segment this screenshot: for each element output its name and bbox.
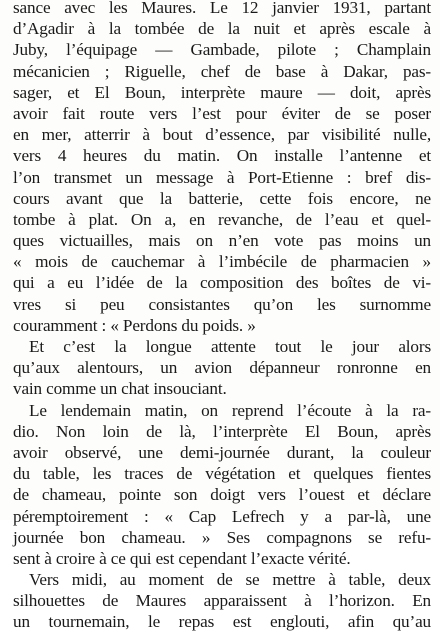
text-line: cours avant que la batterie, cette fois encore, ne [13,188,431,208]
text-line: sager, et El Boun, interprète maure — doit, après [13,82,431,102]
text-line: de chameau, pointe son doigt vers l’ouest et déclare [13,485,431,505]
text-line: un tournemain, le repas est englouti, afin qu’au [13,612,431,632]
text-line: mécanicien ; Riguelle, chef de base à Dakar, pas- [13,61,431,81]
text-line: sance avec les Maures. Le 12 janvier 1931, partant [13,0,431,17]
text-line: Vers midi, au moment de se mettre à table, deux [29,570,431,590]
text-line: journée bon chameau. » Ses compagnons se refu- [13,527,431,547]
text-line: avoir observé, une demi-journée durant, la couleur [13,442,431,462]
text-line: du table, les traces de végétation et quelques fientes [13,464,431,484]
text-line: silhouettes de Maures apparaissent à l’horizon. En [13,591,431,611]
text-line: qui a eu l’idée de la composition des boîtes de vi- [13,273,431,293]
paragraph [13,400,431,570]
paragraph [13,0,431,336]
text-line: vers 4 heures du matin. On installe l’antenne et [13,146,431,166]
text-line: qu’aux alentours, un avion dépanneur ronronne en [13,358,431,378]
body-text [13,0,431,633]
text-line: vres si peu consistantes qu’on les surnomme [13,294,431,314]
text-line: l’on transmet un message à Port-Etienne : bref dis- [13,167,431,187]
text-line: Le lendemain matin, on reprend l’écoute à la ra- [29,400,431,420]
text-line: « mois de cauchemar à l’imbécile de pharmacien » [13,252,431,272]
text-line: vain comme un chat insouciant. [13,379,227,399]
text-line: couramment : « Perdons du poids. » [13,315,256,335]
text-line: tombe à plat. On a, en revanche, de l’eau et quel- [13,209,431,229]
text-line: sent à croire à ce qui est cependant l’exacte vérité. [13,548,351,568]
text-line: Et c’est la longue attente tout le jour alors [29,337,431,356]
paragraph [13,569,431,633]
text-line: ques victuailles, mais on n’en vote pas moins un [13,231,431,251]
paragraph [13,336,431,400]
text-line: Juby, l’équipage — Gambade, pilote ; Champlain [13,40,431,60]
text-line: en mer, atterrir à bout d’essence, par visibilité nulle, [13,125,431,145]
text-line: avoir fait route vers l’est pour éviter de se poser [13,103,431,123]
text-line: dio. Non loin de là, l’interprète El Boun, après [13,421,431,441]
text-line: péremptoirement : « Cap Lefrech y a par-là, une [13,506,431,526]
text-line: d’Agadir à la tombée de la nuit et après escale à [13,19,431,39]
